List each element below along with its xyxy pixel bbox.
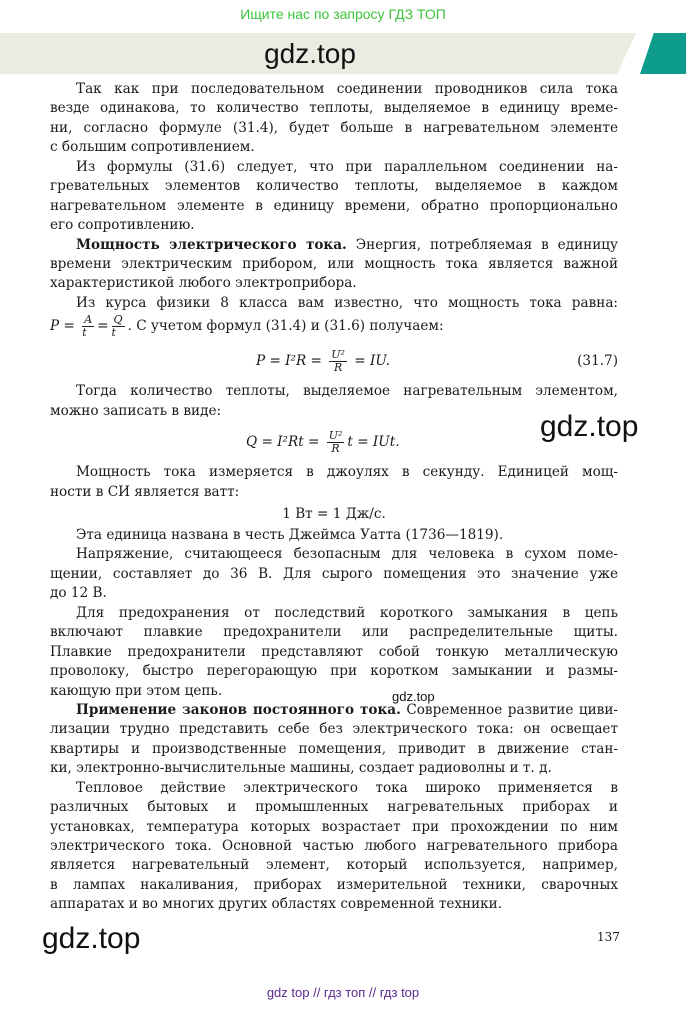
text-line: электрического тока. Основной частью любого нагревательного прибора bbox=[50, 838, 618, 854]
page-number: 137 bbox=[597, 930, 620, 944]
text-line: ки, электронно-вычислительные машины, создает радиоволны и т. д. bbox=[50, 760, 552, 777]
text-line: установках, температура которых возрастает при прохождении по ним bbox=[50, 818, 618, 835]
header-accent bbox=[640, 33, 686, 74]
text-line: можно записать в виде: bbox=[50, 402, 222, 419]
text-line: гревательных элементов количество теплоты, выделяемое в каждом bbox=[50, 178, 618, 195]
text-run: Современное развитие циви- bbox=[400, 701, 618, 718]
fraction-q-t: $\frac{Q}{t}$ bbox=[111, 313, 123, 340]
formula-heat: Q = I²Rt = $\frac{\text{U²}}{R}$ t = IUt. bbox=[246, 429, 400, 456]
paragraph-11 bbox=[50, 779, 618, 915]
text-line bbox=[50, 236, 618, 255]
text-line: Плавкие предохранители представляют собой тонкую металлическую bbox=[50, 643, 618, 660]
paragraph-1 bbox=[50, 80, 618, 158]
formula-lhs: P = bbox=[50, 318, 75, 335]
text-line: ни, согласно формуле (31.4), будет больше в нагревательном элементе bbox=[50, 119, 618, 136]
paragraph-7: Эта единица названа в честь Джеймса Уатта (1736—1819). bbox=[76, 527, 504, 543]
paragraph-9 bbox=[50, 604, 618, 701]
paragraph-6 bbox=[50, 463, 618, 502]
text-line: характеристикой любого электроприбора. bbox=[50, 275, 357, 292]
text-line bbox=[50, 701, 618, 720]
equation-number: (31.7) bbox=[577, 353, 618, 370]
paragraph-3 bbox=[50, 236, 618, 294]
text-line: кающую при этом цепь. bbox=[50, 682, 223, 699]
watermark-small: gdz.top bbox=[392, 689, 435, 704]
text-run: Энергия, потребляемая в единицу bbox=[346, 236, 618, 253]
promo-text: Ищите нас по запросу ГДЗ ТОП bbox=[240, 6, 446, 22]
watermark-right: gdz.top bbox=[540, 410, 639, 443]
text-line: времени электрическим прибором, или мощность тока является важной bbox=[50, 255, 618, 272]
text-line: везде одинакова, то количество теплоты, выделяемое в единицу време- bbox=[50, 100, 618, 117]
text-line: является нагревательный элемент, который используется, например, bbox=[50, 857, 618, 874]
paragraph-8 bbox=[50, 545, 618, 603]
text-line: Для предохранения от последствий короткого замыкания в цепь bbox=[76, 604, 618, 621]
text-line: различных бытовых и промышленных нагревательных приборах и bbox=[50, 799, 618, 816]
paragraph-5 bbox=[50, 382, 618, 421]
text-line: проволоку, быстро перегорающую при коротком замыкании и размы- bbox=[50, 663, 618, 680]
watermark-bottom: gdz.top bbox=[42, 922, 141, 955]
formula-text: . С учетом формул (31.4) и (31.6) получаем: bbox=[127, 318, 444, 335]
text-line: Тогда количество теплоты, выделяемое нагревательным элементом, bbox=[76, 383, 618, 400]
text-line: Напряжение, считающееся безопасным для человека в сухом поме- bbox=[76, 546, 618, 563]
site-logo[interactable]: gdz.top bbox=[264, 38, 356, 69]
section-heading: Мощность электрического тока. bbox=[76, 236, 347, 253]
text-line: квартиры и производственные помещения, приводит в движение стан- bbox=[50, 740, 618, 757]
text-line: включают плавкие предохранители или распределительные щиты. bbox=[50, 624, 618, 641]
text-line: щении, составляет до 36 В. Для сырого помещения это значение уже bbox=[50, 565, 618, 582]
text-line: Тепловое действие электрического тока широко применяется в bbox=[76, 779, 618, 796]
formula-power-definition: P = $\frac{A}{t}$ = $\frac{Q}{t}$ . С учетом формул (31.4) и (31.6) получаем: bbox=[50, 313, 444, 340]
text-line: нагревательном элементе в единицу времени, обратно пропорционально bbox=[50, 197, 618, 214]
formula-31-7: P = I²R = $\frac{\text{U²}}{R}$ = IU. (31.7) bbox=[50, 340, 618, 382]
text-line: его сопротивлению. bbox=[50, 217, 195, 234]
unit-definition: 1 Вт = 1 Дж/с. bbox=[282, 506, 386, 522]
text-line: аппаратах и во многих других областях современной техники. bbox=[50, 896, 503, 913]
paragraph-10 bbox=[50, 701, 618, 779]
text-line: Из формулы (31.6) следует, что при параллельном соединении на- bbox=[76, 158, 618, 175]
text-line: лизации трудно представить себе без электрического тока: он освещает bbox=[50, 721, 618, 738]
textbook-page bbox=[50, 80, 618, 915]
text-line: в лампах накаливания, приборах измерительной техники, сварочных bbox=[50, 876, 618, 893]
paragraph-4: Из курса физики 8 класса вам известно, что мощность тока равна: bbox=[76, 294, 618, 311]
footer-links[interactable]: gdz top // гдз топ // гдз top bbox=[266, 985, 420, 1000]
paragraph-2 bbox=[50, 158, 618, 236]
section-heading: Применение законов постоянного тока. bbox=[76, 701, 401, 718]
text-line: до 12 В. bbox=[50, 585, 107, 602]
fraction-a-t: $\frac{A}{t}$ bbox=[82, 313, 93, 340]
text-line: Мощность тока измеряется в джоулях в секунду. Единицей мощ- bbox=[76, 464, 618, 481]
text-line: ности в СИ является ватт: bbox=[50, 483, 240, 500]
text-line: Так как при последовательном соединении проводников сила тока bbox=[76, 81, 618, 97]
text-line: с большим сопротивлением. bbox=[50, 139, 255, 156]
